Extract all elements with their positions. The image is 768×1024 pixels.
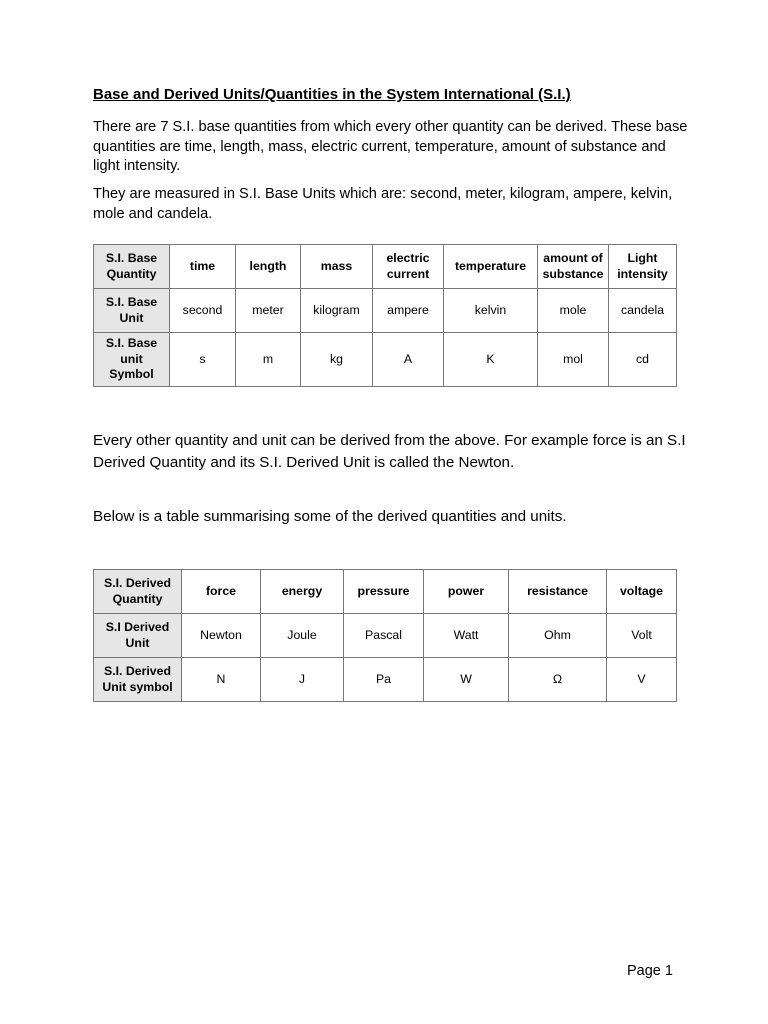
page-number: Page 1 bbox=[627, 963, 673, 979]
table-cell: amount of substance bbox=[538, 245, 609, 289]
table-row bbox=[94, 658, 677, 702]
table-row bbox=[94, 614, 677, 658]
table-cell: temperature bbox=[444, 245, 538, 289]
table-cell: N bbox=[182, 658, 261, 702]
table-cell: pressure bbox=[344, 570, 424, 614]
row-header: S.I. Derived Unit symbol bbox=[94, 658, 182, 702]
table-cell: J bbox=[261, 658, 344, 702]
derived-paragraph: Every other quantity and unit can be derived from the above. For example force is an S.I Derived Quantity and its S.I. Derived Unit is called the Newton. bbox=[93, 432, 686, 471]
table-cell: energy bbox=[261, 570, 344, 614]
table-cell: Newton bbox=[182, 614, 261, 658]
row-header: S.I. Base unit Symbol bbox=[94, 333, 170, 387]
table-row bbox=[94, 245, 677, 289]
table-cell: candela bbox=[609, 289, 677, 333]
row-header: S.I Derived Unit bbox=[94, 614, 182, 658]
table-cell: power bbox=[424, 570, 509, 614]
table-cell: mole bbox=[538, 289, 609, 333]
table-cell: K bbox=[444, 333, 538, 387]
table-cell: V bbox=[607, 658, 677, 702]
page-title: Base and Derived Units/Quantities in the System International (S.I.) bbox=[93, 86, 571, 103]
units-paragraph: They are measured in S.I. Base Units which are: second, meter, kilogram, ampere, kelvin, mole and candela. bbox=[93, 186, 673, 222]
table-cell: Watt bbox=[424, 614, 509, 658]
table-cell: meter bbox=[236, 289, 301, 333]
table-row bbox=[94, 333, 677, 387]
table-cell: Joule bbox=[261, 614, 344, 658]
table-cell: kg bbox=[301, 333, 373, 387]
table-cell: m bbox=[236, 333, 301, 387]
table-cell: Light intensity bbox=[609, 245, 677, 289]
table-cell: voltage bbox=[607, 570, 677, 614]
table-cell: resistance bbox=[509, 570, 607, 614]
row-header: S.I. Base Quantity bbox=[94, 245, 170, 289]
table-cell: W bbox=[424, 658, 509, 702]
table-cell: A bbox=[373, 333, 444, 387]
summary-paragraph: Below is a table summarising some of the derived quantities and units. bbox=[93, 508, 567, 525]
table-cell: time bbox=[170, 245, 236, 289]
row-header: S.I. Derived Quantity bbox=[94, 570, 182, 614]
table-row bbox=[94, 570, 677, 614]
table-cell: mol bbox=[538, 333, 609, 387]
intro-paragraph: There are 7 S.I. base quantities from which every other quantity can be derived. These base quantities are time, length, mass, electric current, temperature, amount of substance and light intensity. bbox=[93, 119, 688, 174]
row-header: S.I. Base Unit bbox=[94, 289, 170, 333]
table-cell: cd bbox=[609, 333, 677, 387]
table-cell: kilogram bbox=[301, 289, 373, 333]
table-cell: second bbox=[170, 289, 236, 333]
table-cell: length bbox=[236, 245, 301, 289]
table-cell: Volt bbox=[607, 614, 677, 658]
table-row bbox=[94, 289, 677, 333]
table-cell: force bbox=[182, 570, 261, 614]
table-cell: Pascal bbox=[344, 614, 424, 658]
table-cell: electric current bbox=[373, 245, 444, 289]
derived-units-table bbox=[93, 569, 677, 702]
table-cell: ampere bbox=[373, 289, 444, 333]
base-units-table bbox=[93, 244, 677, 387]
table-cell: Pa bbox=[344, 658, 424, 702]
table-cell: s bbox=[170, 333, 236, 387]
table-cell: mass bbox=[301, 245, 373, 289]
table-cell: Ohm bbox=[509, 614, 607, 658]
table-cell: kelvin bbox=[444, 289, 538, 333]
table-cell: Ω bbox=[509, 658, 607, 702]
